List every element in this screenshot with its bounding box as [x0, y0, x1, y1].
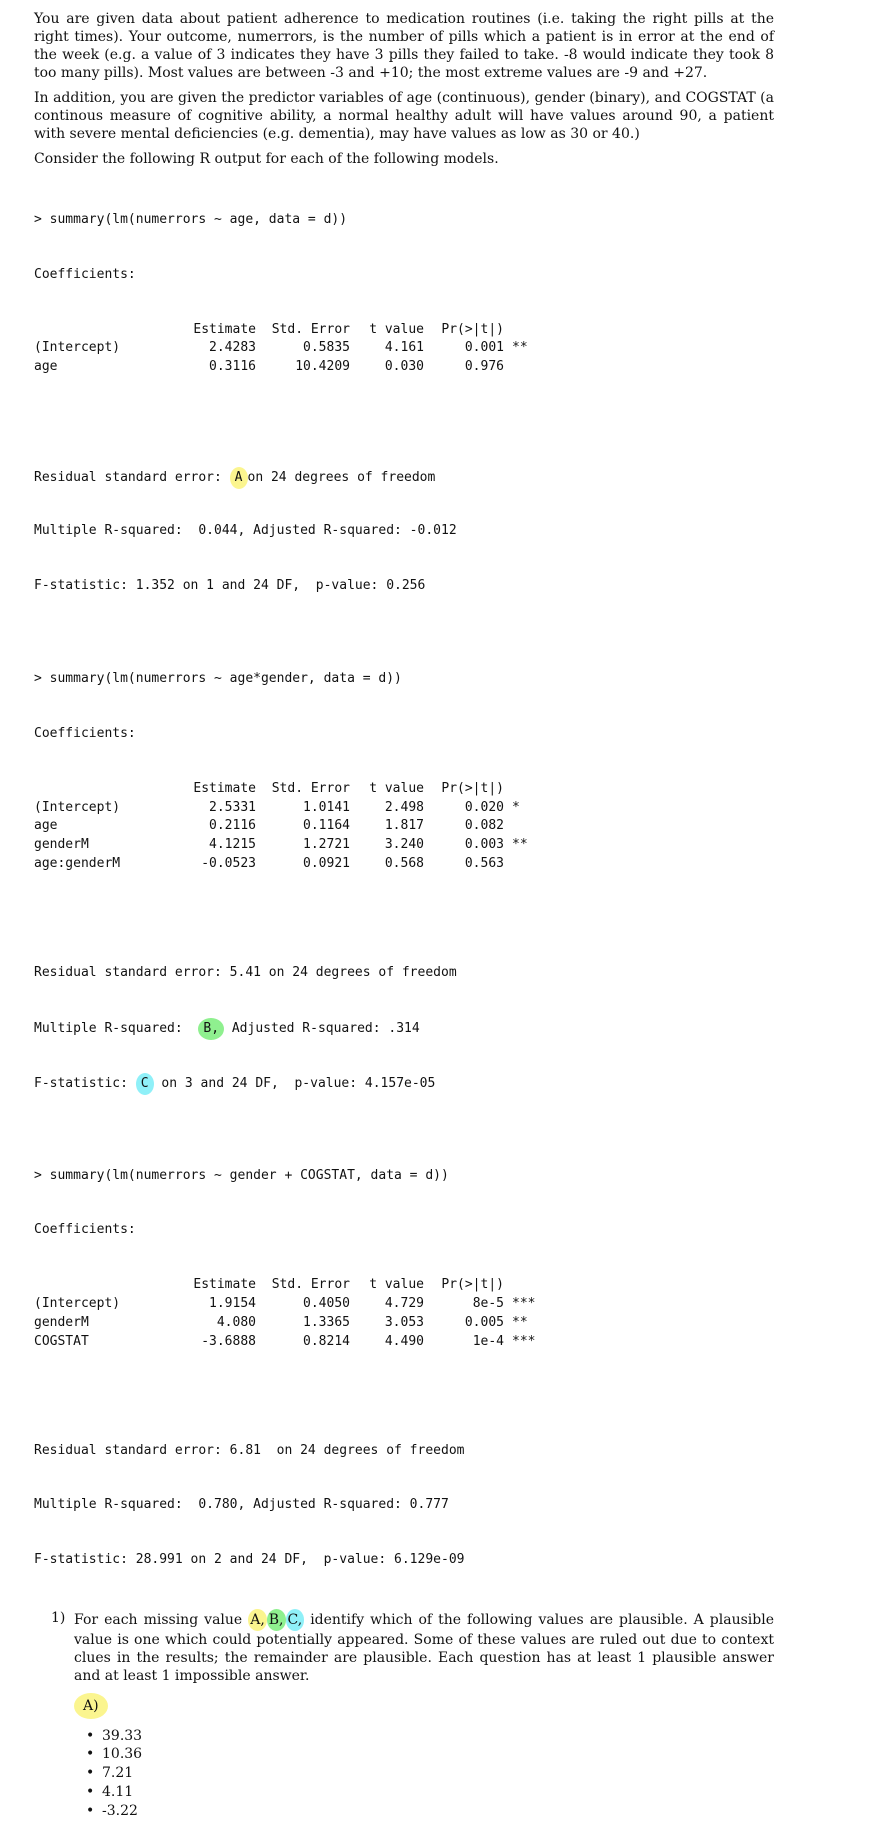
answer-a-label: A) [74, 1693, 108, 1719]
intro-paragraph-3: Consider the following R output for each of the following models. [34, 151, 499, 167]
table-row [34, 1332, 556, 1351]
row-std-error: 1.0141 [303, 799, 350, 815]
row-t-value: 0.030 [384, 359, 424, 375]
intro-paragraph-2: In addition, you are given the predictor variables of age (continuous), gender (binary), and COGSTAT (a continous measure of cognitive ability, a normal healthy adult will have values around 90, a patient with severe mental deficiencies (e.g. dementia), may have values as low as 30 or 40.) [34, 90, 774, 142]
list-item [86, 1745, 774, 1764]
model-3-f-line: F-statistic: 28.991 on 2 and 24 DF, p-value: 6.129e-09 [34, 1551, 465, 1567]
row-term: age:genderM [34, 855, 121, 871]
row-signif: *** [512, 1296, 536, 1312]
question-text-end: identify which of the following values are plausible. A plausible value is one which could potentially appeared. Some of these values are ruled out due to context clues in the results; the remainder are plausible. Each question has at least 1 plausible answer and at least 1 impossible answer. [74, 1611, 774, 1684]
intro-paragraph-1: You are given data about patient adherence to medication routines (i.e. taking the right pills at the right times). Your outcome, numerrors, is the number of pills which a patient is in error at the end of the week (e.g. a value of 3 indicates they have 3 pills they failed to take. -8 would indicate they took 8 too many pills). Most values are between -3 and +10; the most extreme values are -9 and +27. [34, 11, 774, 81]
model-2-coef-table [34, 780, 556, 873]
row-p-value: 0.001 [464, 340, 504, 356]
row-estimate: 1.9154 [209, 1296, 256, 1312]
header-estimate: Estimate [193, 1277, 256, 1293]
row-std-error: 1.3365 [303, 1314, 350, 1330]
model-1-output [34, 175, 774, 631]
option-value: 7.21 [102, 1765, 134, 1782]
table-header-row [34, 780, 556, 799]
row-t-value: 3.240 [384, 836, 424, 852]
row-signif: *** [512, 1333, 536, 1349]
header-std-error: Std. Error [271, 1277, 350, 1293]
row-estimate: 2.4283 [209, 340, 256, 356]
model-3-output [34, 1131, 774, 1606]
row-t-value: 4.161 [384, 340, 424, 356]
row-estimate: -3.6888 [201, 1333, 256, 1349]
row-p-value: 0.020 [464, 799, 504, 815]
option-value: -3.22 [102, 1802, 138, 1819]
question-number: 1) [51, 1609, 66, 1626]
question-ref-c: C, [286, 1609, 305, 1631]
row-t-value: 1.817 [384, 818, 424, 834]
model-1-r2-line: Multiple R-squared: 0.044, Adjusted R-squared: -0.012 [34, 522, 457, 538]
model-1-coef-label: Coefficients: [34, 266, 136, 282]
bullet-icon: • [86, 1727, 95, 1744]
model-2-r2-line [34, 1018, 774, 1037]
row-p-value: 8e-5 [472, 1296, 504, 1312]
row-term: COGSTAT [34, 1333, 89, 1349]
row-std-error: 0.8214 [303, 1333, 350, 1349]
header-p-value: Pr(>|t|) [441, 780, 504, 796]
row-std-error: 1.2721 [303, 836, 350, 852]
model-2-coef-label: Coefficients: [34, 725, 136, 741]
list-item [86, 1764, 774, 1783]
table-header-row [34, 1276, 556, 1295]
row-std-error: 10.4209 [295, 359, 350, 375]
question-ref-a: A, [248, 1609, 267, 1631]
question-text-start: For each missing value [74, 1611, 249, 1628]
header-p-value: Pr(>|t|) [441, 321, 504, 337]
question-ref-b: B, [267, 1609, 286, 1631]
row-signif [504, 817, 556, 836]
answer-a-label-row [74, 1693, 774, 1719]
model-2-f-line [34, 1073, 774, 1092]
bullet-icon: • [86, 1746, 95, 1763]
row-estimate: -0.0523 [201, 855, 256, 871]
table-row [34, 817, 556, 836]
f-label: F-statistic: [34, 1076, 136, 1092]
row-t-value: 4.729 [384, 1296, 424, 1312]
table-row [34, 358, 556, 377]
missing-value-a: A [230, 467, 248, 489]
row-t-value: 3.053 [384, 1314, 424, 1330]
bullet-icon: • [86, 1802, 95, 1819]
row-std-error: 0.1164 [303, 818, 350, 834]
list-item [86, 1727, 774, 1746]
header-p-value: Pr(>|t|) [441, 1277, 504, 1293]
rse-suffix: on 24 degrees of freedom [247, 470, 436, 486]
r2-suffix: Adjusted R-squared: .314 [224, 1021, 420, 1037]
row-p-value: 0.563 [464, 855, 504, 871]
model-2-rse-line: Residual standard error: 5.41 on 24 degrees of freedom [34, 964, 457, 980]
row-signif: ** [512, 340, 528, 356]
option-value: 10.36 [102, 1746, 143, 1763]
option-value: 4.11 [102, 1784, 134, 1801]
row-p-value: 1e-4 [472, 1333, 504, 1349]
model-2-output [34, 634, 774, 1128]
header-t-value: t value [369, 780, 424, 796]
header-t-value: t value [369, 321, 424, 337]
model-1-coef-table [34, 320, 556, 376]
model-3-rse-line: Residual standard error: 6.81 on 24 degrees of freedom [34, 1442, 465, 1458]
row-p-value: 0.082 [464, 818, 504, 834]
row-signif: ** [512, 1314, 528, 1330]
header-estimate: Estimate [193, 321, 256, 337]
table-row [34, 798, 556, 817]
row-std-error: 0.4050 [303, 1296, 350, 1312]
row-estimate: 4.080 [216, 1314, 256, 1330]
row-t-value: 4.490 [384, 1333, 424, 1349]
row-p-value: 0.976 [464, 359, 504, 375]
row-signif [504, 358, 556, 377]
row-signif [504, 854, 556, 873]
model-1-call: > summary(lm(numerrors ~ age, data = d)) [34, 212, 348, 227]
model-1-f-line: F-statistic: 1.352 on 1 and 24 DF, p-value: 0.256 [34, 577, 426, 593]
row-estimate: 4.1215 [209, 836, 256, 852]
row-std-error: 0.5835 [303, 340, 350, 356]
header-estimate: Estimate [193, 780, 256, 796]
missing-value-c: C [136, 1073, 154, 1095]
model-1-rse-line [34, 467, 774, 486]
header-std-error: Std. Error [271, 321, 350, 337]
row-term: age [34, 359, 58, 375]
document-page [34, 10, 774, 1821]
table-row [34, 1314, 556, 1333]
header-t-value: t value [369, 1277, 424, 1293]
question-1 [34, 1609, 774, 1685]
bullet-icon: • [86, 1765, 95, 1782]
list-item [86, 1802, 774, 1821]
row-t-value: 2.498 [384, 799, 424, 815]
row-estimate: 0.3116 [209, 359, 256, 375]
header-std-error: Std. Error [271, 780, 350, 796]
row-term: (Intercept) [34, 340, 121, 356]
model-3-coef-label: Coefficients: [34, 1222, 136, 1238]
row-signif: * [512, 799, 520, 815]
row-t-value: 0.568 [384, 855, 424, 871]
model-2-call: > summary(lm(numerrors ~ age*gender, data = d)) [34, 671, 402, 687]
table-header-row [34, 320, 556, 339]
missing-value-b: B, [198, 1018, 224, 1040]
bullet-icon: • [86, 1784, 95, 1801]
row-term: genderM [34, 1314, 89, 1330]
row-signif: ** [512, 836, 528, 852]
r2-label: Multiple R-squared: [34, 1021, 199, 1037]
table-row [34, 836, 556, 855]
row-p-value: 0.005 [464, 1314, 504, 1330]
row-std-error: 0.0921 [303, 855, 350, 871]
f-suffix: on 3 and 24 DF, p-value: 4.157e-05 [153, 1076, 436, 1092]
model-3-call: > summary(lm(numerrors ~ gender + COGSTAT, data = d)) [34, 1167, 449, 1183]
option-value: 39.33 [102, 1727, 143, 1744]
row-term: age [34, 818, 58, 834]
row-term: (Intercept) [34, 799, 121, 815]
table-row [34, 854, 556, 873]
list-item [86, 1783, 774, 1802]
row-estimate: 0.2116 [209, 818, 256, 834]
row-term: genderM [34, 836, 89, 852]
model-3-coef-table [34, 1276, 556, 1351]
rse-label: Residual standard error: [34, 470, 230, 486]
table-row [34, 339, 556, 358]
table-row [34, 1295, 556, 1314]
answer-a-options [34, 1727, 774, 1821]
row-estimate: 2.5331 [209, 799, 256, 815]
row-term: (Intercept) [34, 1296, 121, 1312]
model-3-r2-line: Multiple R-squared: 0.780, Adjusted R-squared: 0.777 [34, 1497, 449, 1513]
row-p-value: 0.003 [464, 836, 504, 852]
